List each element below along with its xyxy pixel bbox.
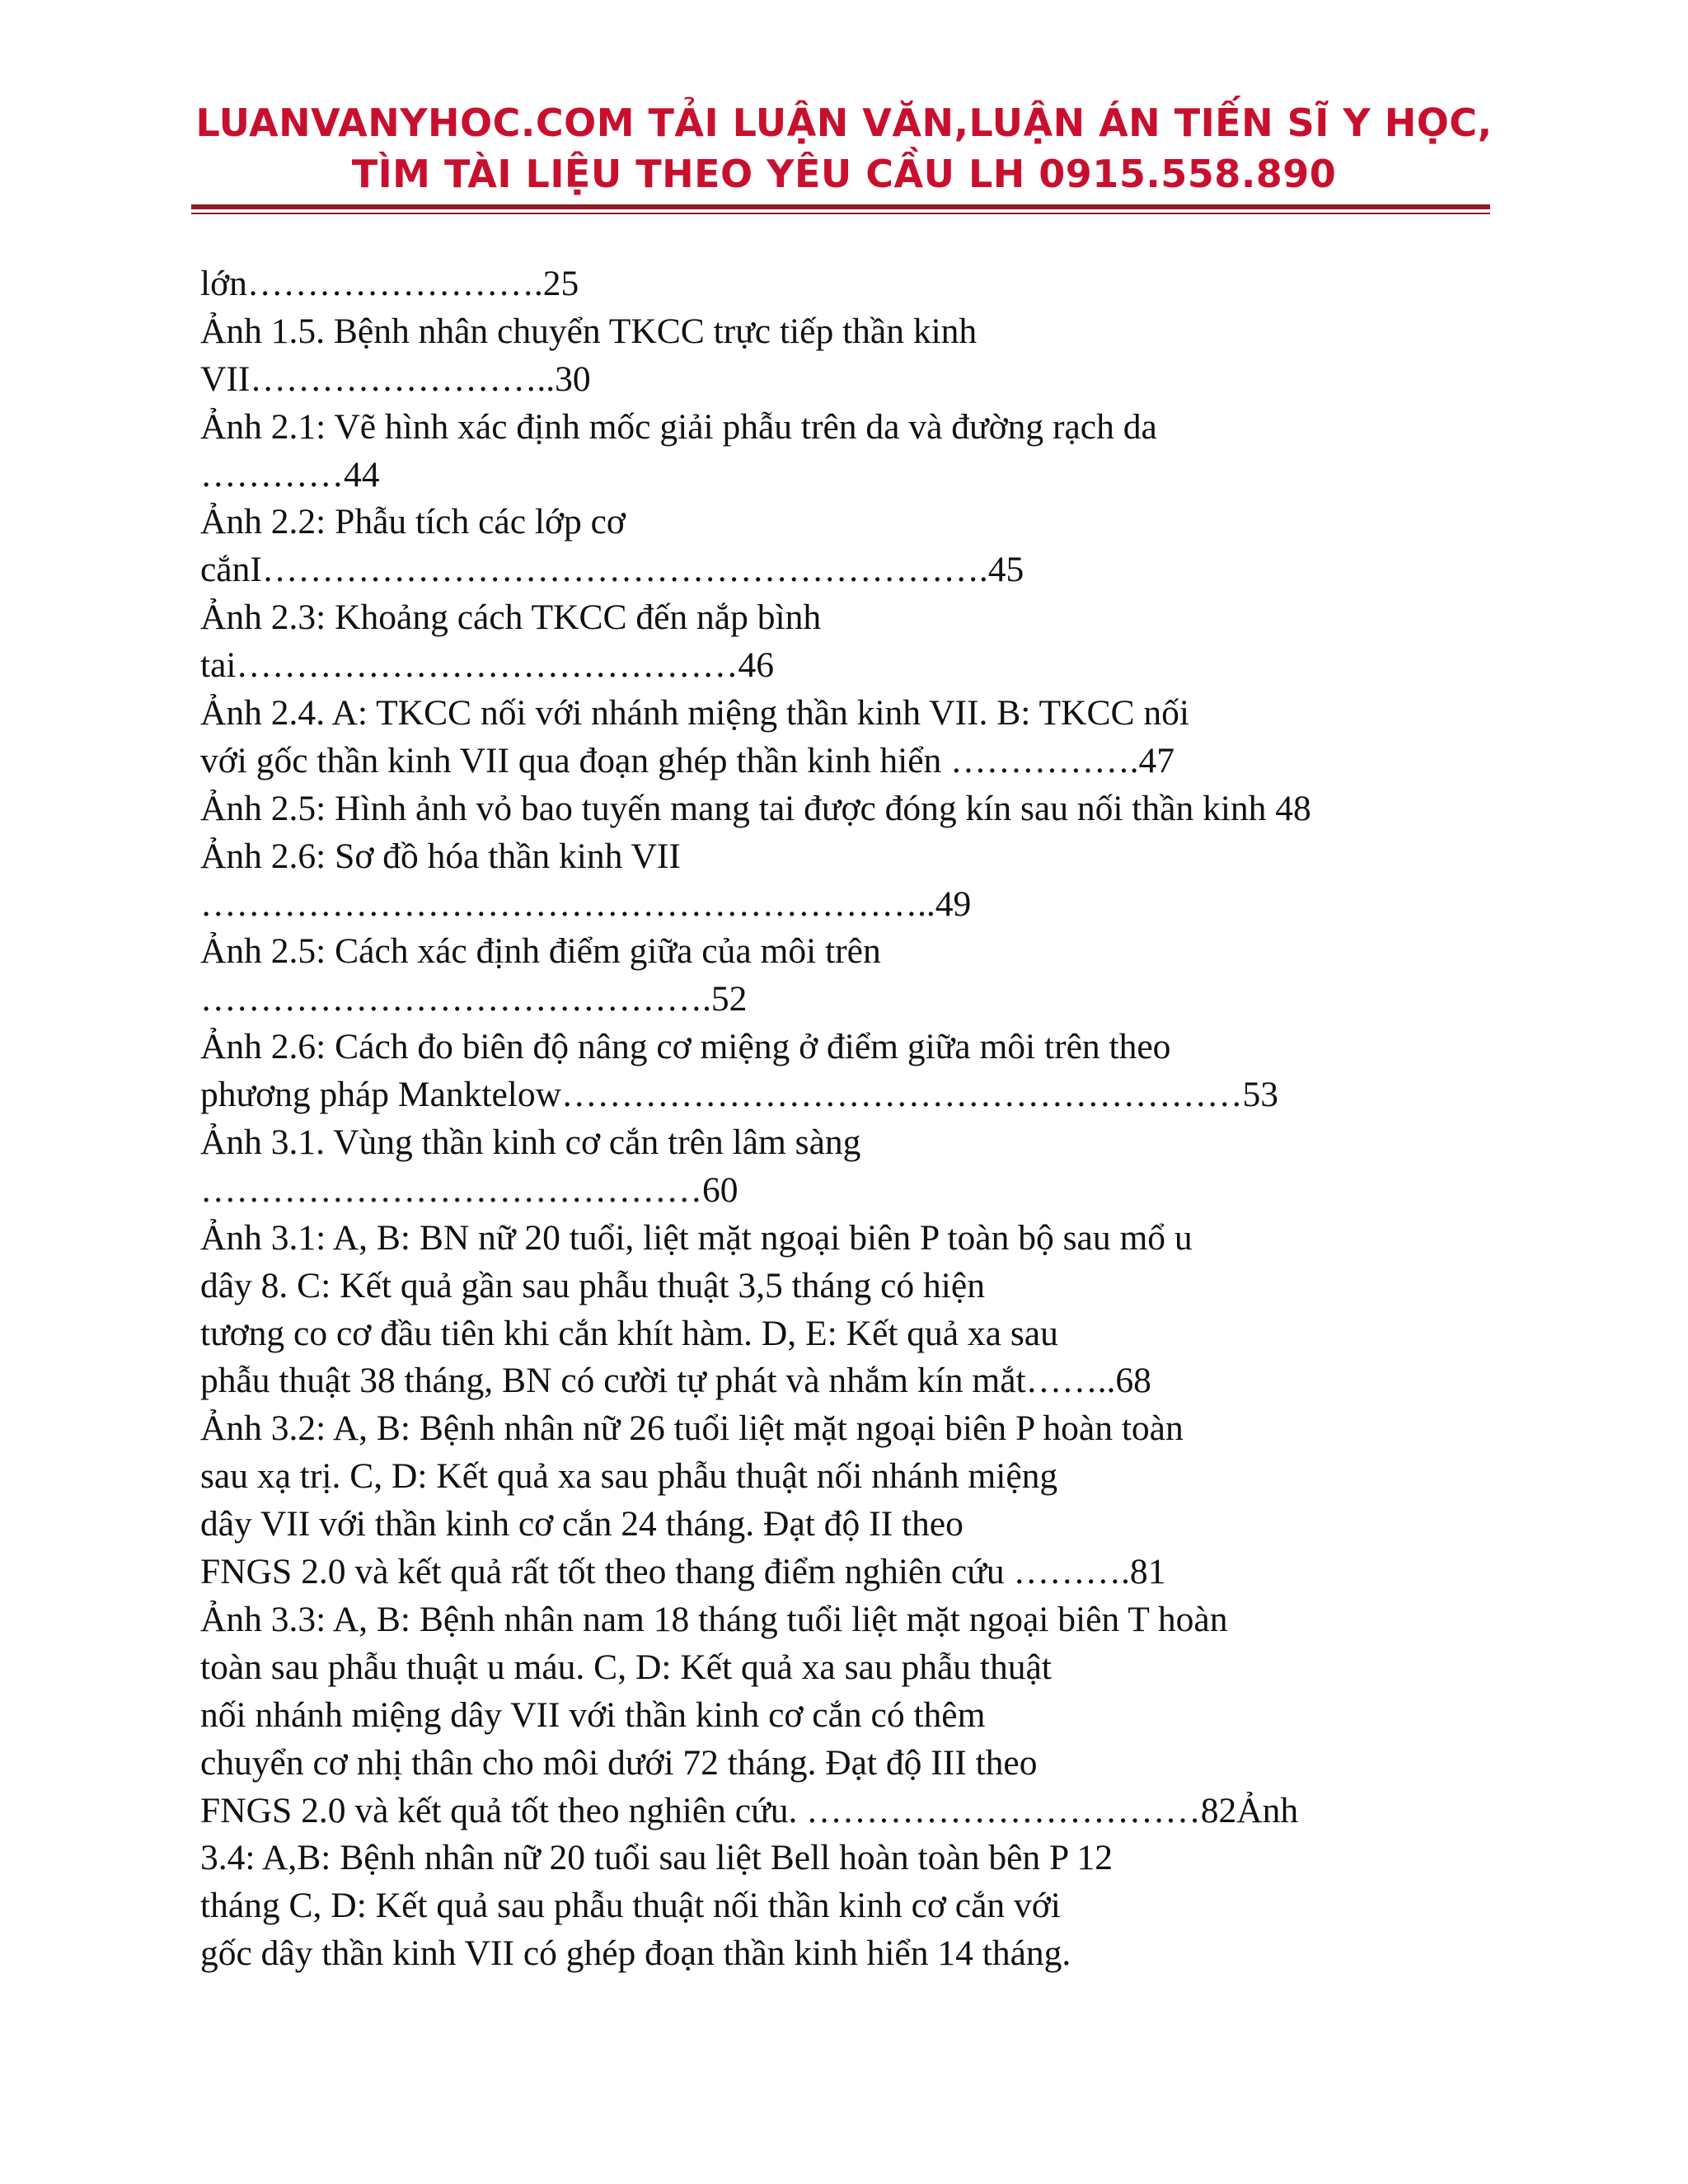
figure-list-line: sau xạ trị. C, D: Kết quả xa sau phẫu thuật nối nhánh miệng — [200, 1456, 1058, 1497]
figure-list-line: tương co cơ đầu tiên khi cắn khít hàm. D, E: Kết quả xa sau — [200, 1313, 1058, 1353]
figure-list-line: ……………………………………60 — [200, 1169, 738, 1210]
figure-list — [200, 260, 1503, 1978]
figure-list-line: cắnI…………………………………………………….45 — [200, 550, 1025, 590]
figure-list-line: …………44 — [200, 454, 380, 494]
figure-list-line: Ảnh 2.1: Vẽ hình xác định mốc giải phẫu trên da và đường rạch da — [200, 406, 1157, 447]
figure-list-line: tháng C, D: Kết quả sau phẫu thuật nối thần kinh cơ cắn với — [200, 1886, 1061, 1926]
page-header — [0, 97, 1688, 199]
figure-list-line: tai……………………………………46 — [200, 645, 774, 686]
figure-list-line: Ảnh 2.3: Khoảng cách TKCC đến nắp bình — [200, 598, 822, 638]
figure-list-line: chuyển cơ nhị thân cho môi dưới 72 tháng. Đạt độ III theo — [200, 1742, 1038, 1783]
figure-list-line: toàn sau phẫu thuật u máu. C, D: Kết quả xa sau phẫu thuật — [200, 1647, 1052, 1687]
figure-list-line: dây 8. C: Kết quả gần sau phẫu thuật 3,5 tháng có hiện — [200, 1265, 985, 1305]
figure-list-line: Ảnh 1.5. Bệnh nhân chuyển TKCC trực tiếp thần kinh — [200, 311, 978, 351]
header-rule-thin — [191, 213, 1490, 214]
figure-list-line: Ảnh 2.6: Cách đo biên độ nâng cơ miệng ở điểm giữa môi trên theo — [200, 1027, 1171, 1067]
figure-list-line: Ảnh 3.1: A, B: BN nữ 20 tuổi, liệt mặt ngoại biên P toàn bộ sau mổ u — [200, 1217, 1193, 1258]
figure-list-line: phương pháp Manktelow…………………………………………………53 — [200, 1075, 1279, 1115]
figure-list-line: Ảnh 2.2: Phẫu tích các lớp cơ — [200, 502, 626, 542]
figure-list-line: Ảnh 2.4. A: TKCC nối với nhánh miệng thần kinh VII. B: TKCC nối — [200, 693, 1189, 733]
figure-list-line: Ảnh 2.5: Hình ảnh vỏ bao tuyến mang tai được đóng kín sau nối thần kinh 48 — [200, 788, 1311, 828]
figure-list-line: …………………………………….52 — [200, 979, 748, 1019]
figure-list-line: ……………………………………………………..49 — [200, 883, 972, 924]
figure-list-line: với gốc thần kinh VII qua đoạn ghép thần kinh hiển …………….47 — [200, 740, 1175, 780]
figure-list-line: Ảnh 2.6: Sơ đồ hóa thần kinh VII — [200, 836, 681, 876]
figure-list-line: lớn…………………….25 — [200, 264, 579, 303]
figure-list-line: Ảnh 2.5: Cách xác định điểm giữa của môi trên — [200, 931, 881, 972]
figure-list-line: nối nhánh miệng dây VII với thần kinh cơ cắn có thêm — [200, 1694, 986, 1735]
figure-list-line: 3.4: A,B: Bệnh nhân nữ 20 tuổi sau liệt Bell hoàn toàn bên P 12 — [200, 1838, 1113, 1878]
header-rule-thick — [191, 204, 1490, 209]
figure-list-line: phẫu thuật 38 tháng, BN có cười tự phát và nhắm kín mắt……..68 — [200, 1361, 1151, 1401]
figure-list-line: Ảnh 3.3: A, B: Bệnh nhân nam 18 tháng tuổi liệt mặt ngoại biên T hoàn — [200, 1599, 1228, 1639]
figure-list-line: VII……………………..30 — [200, 359, 591, 399]
header-line-1: LUANVANYHOC.COM TẢI LUẬN VĂN,LUẬN ÁN TIẾN SĨ Y HỌC, — [195, 101, 1493, 145]
figure-list-line: Ảnh 3.1. Vùng thần kinh cơ cắn trên lâm sàng — [200, 1122, 861, 1163]
figure-list-line: gốc dây thần kinh VII có ghép đoạn thần kinh hiển 14 tháng. — [200, 1933, 1071, 1974]
figure-list-line: FNGS 2.0 và kết quả rất tốt theo thang điểm nghiên cứu ……….81 — [200, 1552, 1166, 1592]
figure-list-line: Ảnh 3.2: A, B: Bệnh nhân nữ 26 tuổi liệt mặt ngoại biên P hoàn toàn — [200, 1408, 1184, 1449]
figure-list-line: FNGS 2.0 và kết quả tốt theo nghiên cứu. ……………………………82Ảnh — [200, 1790, 1299, 1830]
header-line-2: TÌM TÀI LIỆU THEO YÊU CẦU LH 0915.558.890 — [351, 152, 1337, 196]
figure-list-line: dây VII với thần kinh cơ cắn 24 tháng. Đạt độ II theo — [200, 1504, 964, 1544]
